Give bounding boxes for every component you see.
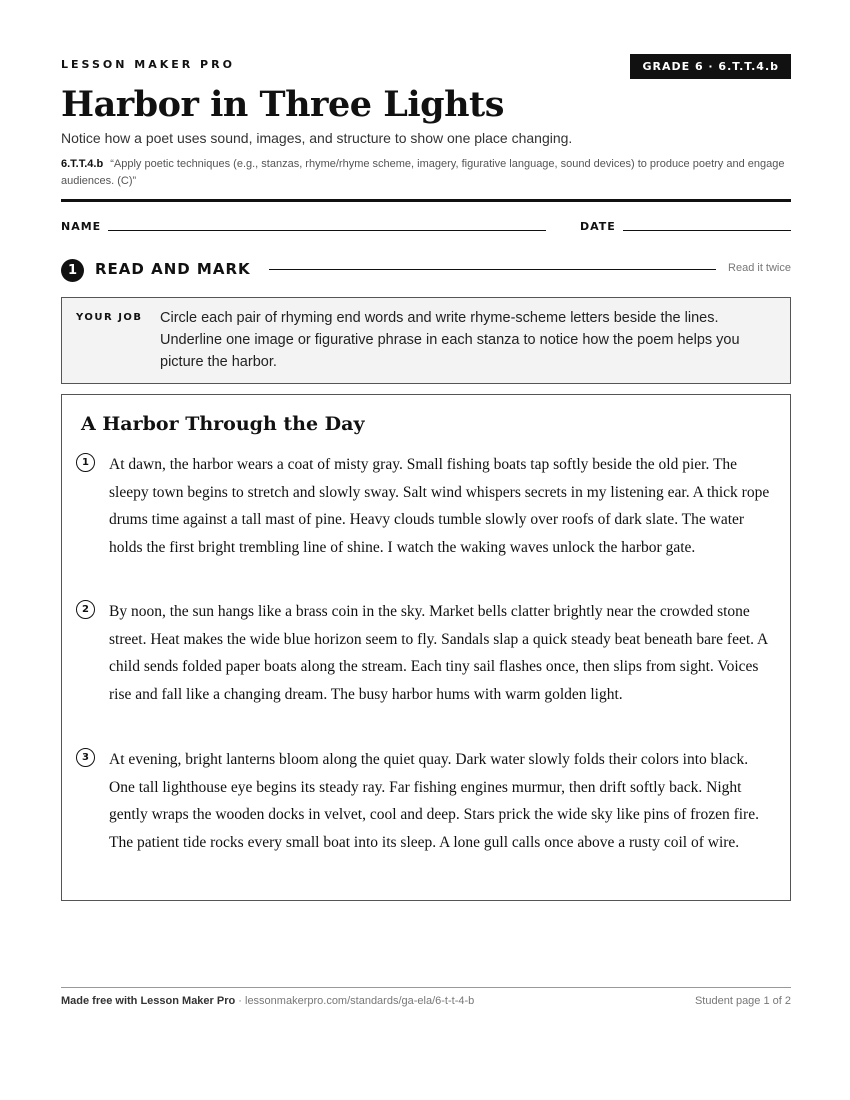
stanza-text: By noon, the sun hangs like a brass coin in the sky. Market bells clatter brightly near the crowded stone street. Heat makes the wide blue horizon seem to fly. Sandals slap a quick steady beat beneath bare feet. A child sends folded paper boats along the stream. Each tiny sail flashes once, then slips from sight. Voices rise and fall like a changing dream. The busy harbor hums with warm golden light.	[109, 603, 768, 703]
poem-box	[61, 394, 791, 901]
poem-title: A Harbor Through the Day	[81, 413, 365, 435]
stanza-text: At dawn, the harbor wears a coat of misty gray. Small fishing boats tap softly beside the old pier. The sleepy town begins to stretch and slowly sway. Salt wind whispers secrets in my listening ear. A thick rope drums time against a tall mast of pine. Heavy clouds tumble slowly over roofs of dark slate. The water holds the first bright trembling line of shine. I watch the waking waves unlock the harbor gate.	[109, 456, 770, 556]
brand-name: LESSON MAKER PRO	[61, 58, 235, 71]
date-label: DATE	[580, 220, 616, 233]
standard-code: 6.T.T.4.b	[61, 158, 104, 170]
page-title: Harbor in Three Lights	[61, 84, 504, 125]
section-number: 1	[61, 259, 84, 282]
section-title: READ AND MARK	[95, 260, 251, 278]
standard-text: “Apply poetic techniques (e.g., stanzas, rhyme/rhyme scheme, imagery, figurative language, sound devices) to produce poetry and engage audiences. (C)”	[61, 158, 785, 187]
stanza-text: At evening, bright lanterns bloom along the quiet quay. Dark water slowly folds their colors into black. One tall lighthouse eye begins its steady ray. Far fishing engines murmur, then drift softly back. Night gently wraps the wooden docks in velvet, cool and deep. Stars prick the wide sky like pins of frozen fire. The patient tide rocks every small boat into its sleep. A lone gull calls once above a rusty coil of wire.	[109, 751, 759, 851]
footer-made-with: Made free with Lesson Maker Pro	[61, 995, 236, 1007]
footer-divider	[61, 987, 791, 988]
worksheet-page	[61, 0, 791, 1100]
grade-badge: GRADE 6 · 6.T.T.4.b	[630, 54, 791, 79]
stanza-number: 3	[76, 748, 95, 767]
name-label: NAME	[61, 220, 102, 233]
instructions-text: Circle each pair of rhyming end words and write rhyme-scheme letters beside the lines. Underline one image or figurative phrase in each stanza to notice how the poem helps you picture the harbor.	[160, 310, 740, 370]
instructions-box	[61, 297, 791, 384]
section-rule	[269, 269, 716, 270]
footer-credit	[61, 995, 474, 1007]
date-line[interactable]	[623, 230, 791, 231]
footer-separator: ·	[235, 995, 245, 1007]
page-subtitle: Notice how a poet uses sound, images, and structure to show one place changing.	[61, 130, 573, 146]
standard-description	[61, 156, 791, 190]
section-note: Read it twice	[728, 262, 791, 274]
instructions-label: YOUR JOB	[76, 312, 143, 323]
stanza-number: 1	[76, 453, 95, 472]
stanza-number: 2	[76, 600, 95, 619]
name-line[interactable]	[108, 230, 546, 231]
footer-url[interactable]: lessonmakerpro.com/standards/ga-ela/6-t-t-4-b	[245, 995, 475, 1007]
page-indicator: Student page 1 of 2	[694, 995, 791, 1007]
header-divider	[61, 199, 791, 202]
